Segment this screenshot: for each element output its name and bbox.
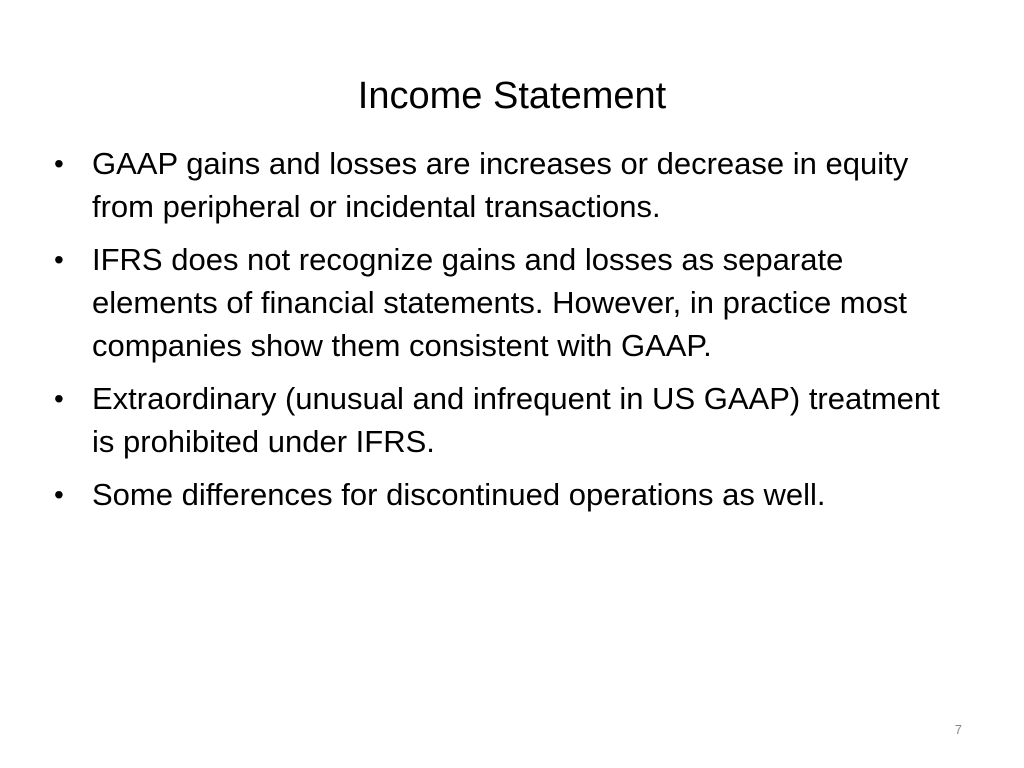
slide-title: Income Statement: [357, 75, 667, 117]
bullet-item-ifrs-recognition: [52, 238, 952, 367]
bullet-list: [52, 142, 952, 526]
bullet-text: Some differences for discontinued operations as well.: [92, 477, 826, 512]
bullet-text: IFRS does not recognize gains and losses as separate elements of financial statements. However, in practice most companies show them consistent with GAAP.: [92, 242, 907, 363]
bullet-text: Extraordinary (unusual and infrequent in US GAAP) treatment is prohibited under IFRS.: [92, 381, 940, 459]
bullet-icon: •: [54, 479, 64, 510]
bullet-text: GAAP gains and losses are increases or decrease in equity from peripheral or incidental transactions.: [92, 146, 909, 224]
bullet-icon: •: [54, 383, 64, 414]
bullet-icon: •: [54, 148, 64, 179]
bullet-item-gains-losses: [52, 142, 952, 228]
bullet-icon: •: [54, 244, 64, 275]
page-number: 7: [954, 722, 962, 737]
bullet-item-extraordinary: [52, 377, 952, 463]
bullet-item-discontinued-ops: [52, 473, 952, 516]
